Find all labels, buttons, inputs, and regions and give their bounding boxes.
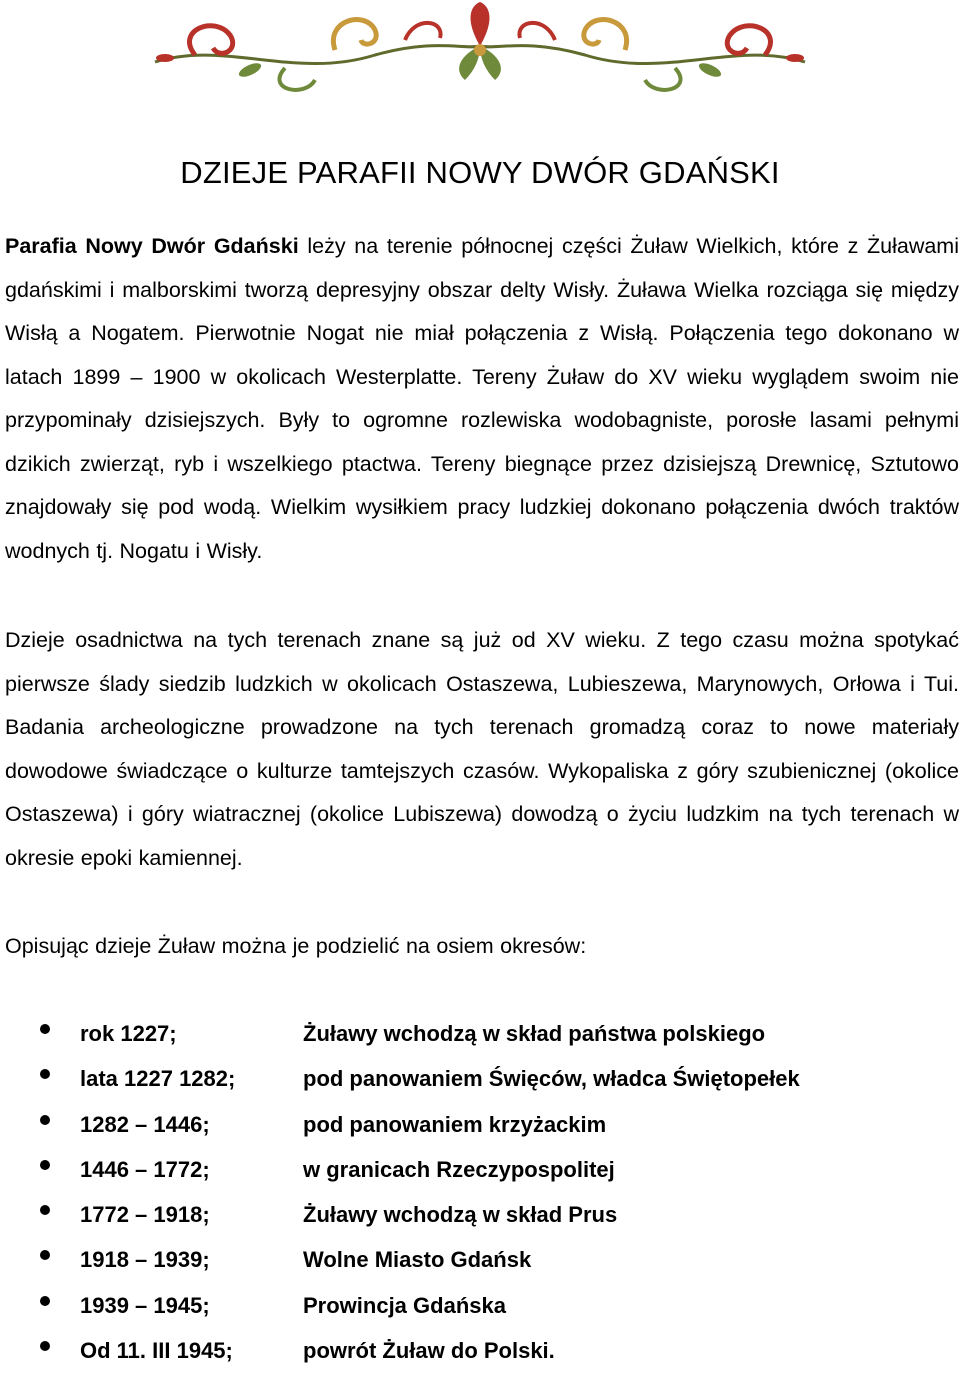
period-event: powrót Żuław do Polski. (303, 1338, 555, 1364)
bullet-icon (40, 1160, 50, 1170)
period-event: Prowincja Gdańska (303, 1292, 506, 1318)
list-item (0, 1330, 960, 1375)
periods-list (0, 1013, 960, 1375)
decorative-ornament (135, 0, 825, 100)
period-event: pod panowaniem krzyżackim (303, 1111, 607, 1137)
period-event: w granicach Rzeczypospolitej (303, 1156, 615, 1182)
list-item (0, 1149, 960, 1194)
bullet-icon (40, 1250, 50, 1260)
period-event: Żuławy wchodzą w skład Prus (303, 1202, 618, 1228)
period-years: lata 1227 1282; (80, 1066, 236, 1092)
list-item (0, 1194, 960, 1239)
period-years: 1918 – 1939; (80, 1247, 210, 1273)
period-years: Od 11. III 1945; (80, 1338, 233, 1364)
intro-text: leży na terenie północnej części Żuław Wielkich, które z Żuławami gdańskimi i malborskimi tworzą depresyjny obszar delty Wisły. Żuława Wielka rozciąga się między Wisłą a Nogatem. Pierwotnie Nogat nie miał połączenia z Wisłą. Połączenia tego dokonano w latach 1899 – 1900 w okolicach Westerplatte. Tereny Żuław do XV wieku wyglądem swoim nie przypominały dzisiejszych. Były to ogromne rozlewiska wodobagniste, porosłe lasami pełnymi dzikich zwierząt, ryb i wszelkiego ptactwa. Tereny biegnące przez dzisiejszą Drewnicę, Sztutowo znajdowały się pod wodą. Wielkim wysiłkiem pracy ludzkiej dokonano połączenia dwóch traktów wodnych tj. Nogatu i Wisły. (5, 234, 959, 563)
intro-lead: Parafia Nowy Dwór Gdański (5, 234, 299, 258)
bullet-icon (40, 1069, 50, 1079)
intro-paragraph (5, 225, 959, 573)
period-event: Żuławy wchodzą w skład państwa polskiego (303, 1021, 766, 1046)
list-item (0, 1239, 960, 1284)
list-item (0, 1058, 960, 1103)
settlement-paragraph: Dzieje osadnictwa na tych terenach znane są już od XV wieku. Z tego czasu można spotykać pierwsze ślady siedzib ludzkich w okolicach Ostaszewa, Lubieszewa, Marynowych, Orłowa i Tui. Badania archeologiczne prowadzone na tych terenach gromadzą coraz to nowe materiały dowodowe świadczące o kulturze tamtejszych czasów. Wykopaliska z góry szubienicznej (okolice Ostaszewa) i góry wiatracznej (okolice Lubiszewa) dowodzą o życiu ludzkim na tych terenach w okresie epoki kamiennej. (5, 628, 959, 870)
period-years: 1282 – 1446; (80, 1111, 210, 1137)
period-event: pod panowaniem Święców, władca Świętopełek (303, 1066, 800, 1092)
bullet-icon (40, 1024, 50, 1034)
list-item (0, 1285, 960, 1330)
bullet-icon (40, 1115, 50, 1125)
periods-intro: Opisując dzieje Żuław można je podzielić na osiem okresów: (5, 934, 587, 958)
bullet-icon (40, 1341, 50, 1351)
bullet-icon (40, 1296, 50, 1306)
list-item (0, 1013, 960, 1058)
list-item (0, 1104, 960, 1149)
period-years: 1772 – 1918; (80, 1202, 210, 1228)
period-event: Wolne Miasto Gdańsk (303, 1247, 532, 1273)
period-years: rok 1227; (80, 1021, 177, 1046)
period-years: 1939 – 1945; (80, 1292, 210, 1318)
period-years: 1446 – 1772; (80, 1156, 210, 1182)
page-title: DZIEJE PARAFII NOWY DWÓR GDAŃSKI (180, 155, 780, 190)
bullet-icon (40, 1205, 50, 1215)
